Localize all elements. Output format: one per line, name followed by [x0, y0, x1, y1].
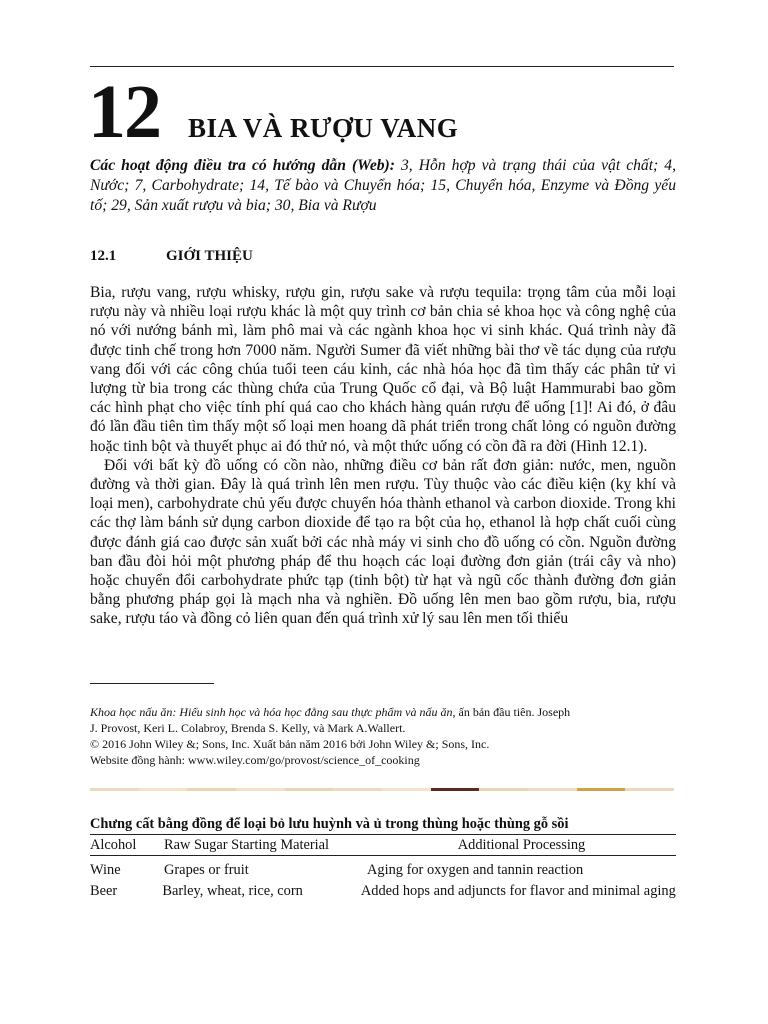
decorative-bar-segment	[187, 788, 236, 791]
footnote-rule	[90, 683, 214, 684]
table-header-cell: Additional Processing	[457, 837, 586, 853]
decorative-bar-segment	[139, 788, 188, 791]
table-row	[90, 883, 676, 900]
decorative-bar-segment	[333, 788, 382, 791]
chapter-title: BIA VÀ RƯỢU VANG	[188, 113, 459, 143]
guided-inquiry-label: Các hoạt động điều tra có hướng dẫn (Web):	[90, 157, 395, 174]
body-text	[90, 283, 676, 629]
decorative-bar-segment	[528, 788, 577, 791]
section-heading	[90, 248, 253, 265]
table-row	[90, 862, 676, 879]
decorative-bar-segment	[625, 788, 674, 791]
footnote-copyright: © 2016 John Wiley &; Sons, Inc. Xuất bản năm 2016 bởi John Wiley &; Sons, Inc.	[90, 737, 490, 751]
decorative-bar-segment	[382, 788, 431, 791]
paragraph: Bia, rượu vang, rượu whisky, rượu gin, rượu sake và rượu tequila: trọng tâm của mỗi loại rượu này và nhiều loại rượu khác là một quy trình cơ bản chia sẻ khoa học và công nghệ của nó với nướng bánh mì, làm phô mai và các ngành khoa học vi sinh khác. Quá trình này đã được tinh chế trong hơn 7000 năm. Người Sumer đã viết những bài thơ về tác dụng của rượu vang đối với các công chúa tuổi teen cáu kỉnh, các nhà hóa học đã tìm thấy các phân tử vi lượng từ bia trong các thùng chứa của Trung Quốc cổ đại, và Bộ luật Hammurabi bao gồm các hình phạt cho việc tính phí quá cao cho khách hàng quán rượu để uống [1]! Ai đó, ở đâu đó lần đầu tiên tìm thấy một số loại men hoang dã phát triển trong chất lỏng có nguồn đường hoặc tinh bột và thuyết phục ai đó thử nó, và một thức uống có cồn đã ra đời (Hình 12.1).	[90, 284, 676, 455]
decorative-bar-segment	[90, 788, 139, 791]
decorative-bar-segment	[577, 788, 626, 791]
decorative-bar-segment	[431, 788, 480, 791]
table-cell: Beer	[90, 883, 118, 899]
table-cell: Wine	[90, 862, 121, 878]
decorative-bar-segment	[285, 788, 334, 791]
chapter-top-rule	[90, 66, 674, 67]
guided-inquiry-text: 3, Hỗn hợp và trạng thái của vật chất; 4, Nước; 7, Carbohydrate; 14, Tế bào và Chuyển hóa; 15, Chuyển hóa, Enzyme và Đồng yếu tố; 29, Sản xuất rượu và bia; 30, Bia và Rượu	[90, 157, 676, 214]
chapter-number: 12	[88, 70, 160, 154]
table-header-row	[90, 835, 676, 856]
footnote-authors: J. Provost, Keri L. Colabroy, Brenda S. Kelly, và Mark A.Wallert.	[90, 721, 406, 735]
footnote-website: Website đồng hành: www.wiley.com/go/provost/science_of_cooking	[90, 753, 420, 767]
table-header-cell: Alcohol	[90, 837, 137, 853]
decorative-bar-segment	[479, 788, 528, 791]
decorative-bar-segment	[236, 788, 285, 791]
footnote-edition: , ấn bản đầu tiên. Joseph	[452, 705, 571, 719]
guided-inquiry-activities	[90, 156, 676, 216]
table-cell: Grapes or fruit	[164, 862, 249, 878]
table-cell: Added hops and adjuncts for flavor and minimal aging	[360, 883, 676, 899]
table-title: Chưng cất bằng đồng để loại bỏ lưu huỳnh và ủ trong thùng hoặc thùng gỗ sồi	[90, 815, 676, 835]
paragraph: Đối với bất kỳ đồ uống có cồn nào, những điều cơ bản rất đơn giản: nước, men, nguồn đường và thời gian. Đây là quá trình lên men rượu. Tùy thuộc vào các điều kiện (kỵ khí và loại men), carbohydrate chủ yếu được chuyển hóa thành ethanol và carbon dioxide. Trong khi các thợ làm bánh sử dụng carbon dioxide để tạo ra bột của họ, ethanol là hợp chất cuối cùng được đánh giá cao được sản xuất bởi các nhà máy vi sinh cho đồ uống có cồn. Nguồn đường ban đầu đòi hỏi một phương pháp để thu hoạch các loại đường đơn giản (trái cây và nho) hoặc chuyển đổi carbohydrate phức tạp (tinh bột) từ hạt và ngũ cốc thành đường đơn giản bằng phương pháp gọi là mạch nha và nghiền. Đồ uống lên men bao gồm rượu, bia, rượu sake, rượu táo và đồng cỏ liên quan đến quá trình xử lý sau lên men tối thiểu	[90, 456, 676, 628]
table-header-cell: Raw Sugar Starting Material	[164, 837, 330, 853]
footnote-book-title: Khoa học nấu ăn: Hiểu sinh học và hóa học đằng sau thực phẩm và nấu ăn	[90, 705, 453, 719]
chapter-heading	[88, 70, 459, 154]
section-title: GIỚI THIỆU	[166, 248, 253, 264]
table-cell: Aging for oxygen and tannin reaction	[367, 862, 584, 878]
decorative-color-bar	[90, 788, 674, 791]
alcohol-table	[90, 815, 676, 900]
footnote	[90, 704, 680, 768]
table-cell: Barley, wheat, rice, corn	[162, 883, 303, 899]
section-number: 12.1	[90, 248, 117, 264]
